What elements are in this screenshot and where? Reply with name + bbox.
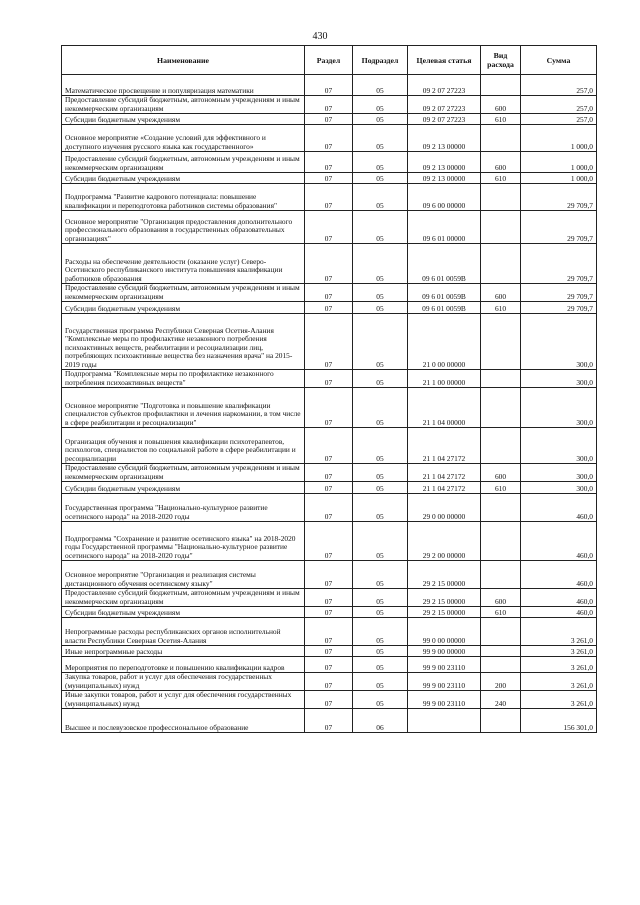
cell-section: 07 bbox=[305, 657, 353, 673]
budget-table bbox=[61, 45, 597, 733]
cell-target: 21 1 00 00000 bbox=[408, 370, 481, 388]
table-row bbox=[62, 428, 597, 464]
cell-type bbox=[481, 388, 521, 428]
cell-target: 99 9 00 23110 bbox=[408, 673, 481, 691]
cell-section: 07 bbox=[305, 96, 353, 114]
cell-subsection: 05 bbox=[353, 96, 408, 114]
cell-subsection: 05 bbox=[353, 657, 408, 673]
cell-name: Иные непрограммные расходы bbox=[62, 646, 305, 657]
cell-section: 07 bbox=[305, 607, 353, 618]
cell-name: Мероприятия по переподготовке и повышению квалификации кадров bbox=[62, 657, 305, 673]
cell-name: Основное мероприятие "Организация предоставления дополнительного профессионального образования в государственных образовательных организациях" bbox=[62, 211, 305, 244]
table-row bbox=[62, 152, 597, 173]
table-row bbox=[62, 184, 597, 211]
cell-target: 29 2 15 00000 bbox=[408, 589, 481, 607]
header-expense-type: Вид расхода bbox=[481, 46, 521, 75]
table-row bbox=[62, 96, 597, 114]
cell-amount: 300,0 bbox=[521, 482, 597, 494]
cell-type: 610 bbox=[481, 482, 521, 494]
table-body bbox=[62, 75, 597, 733]
table-row bbox=[62, 370, 597, 388]
cell-subsection: 05 bbox=[353, 561, 408, 589]
cell-type bbox=[481, 561, 521, 589]
cell-name: Подпрограмма "Сохранение и развитие осетинского языка" на 2018-2020 годы Государственной программы "Национально-культурное развитие осетинского народа" на 2018-2020 годы" bbox=[62, 522, 305, 561]
cell-section: 07 bbox=[305, 428, 353, 464]
cell-target: 09 6 01 0059В bbox=[408, 284, 481, 302]
cell-subsection: 05 bbox=[353, 464, 408, 482]
cell-type bbox=[481, 244, 521, 284]
cell-subsection: 05 bbox=[353, 494, 408, 522]
cell-name: Высшее и послевузовское профессиональное образование bbox=[62, 709, 305, 733]
table-row bbox=[62, 494, 597, 522]
cell-subsection: 05 bbox=[353, 589, 408, 607]
cell-type bbox=[481, 211, 521, 244]
cell-section: 07 bbox=[305, 709, 353, 733]
cell-amount: 29 709,7 bbox=[521, 302, 597, 314]
cell-target: 99 0 00 00000 bbox=[408, 618, 481, 646]
cell-subsection: 05 bbox=[353, 302, 408, 314]
cell-section: 07 bbox=[305, 522, 353, 561]
cell-name: Подпрограмма "Комплексные меры по профилактике незаконного потребления психоактивных веществ" bbox=[62, 370, 305, 388]
cell-amount: 300,0 bbox=[521, 370, 597, 388]
cell-type: 610 bbox=[481, 173, 521, 184]
cell-subsection: 05 bbox=[353, 173, 408, 184]
table-row bbox=[62, 464, 597, 482]
cell-subsection: 05 bbox=[353, 114, 408, 125]
cell-type: 600 bbox=[481, 152, 521, 173]
cell-subsection: 05 bbox=[353, 152, 408, 173]
cell-amount: 1 000,0 bbox=[521, 152, 597, 173]
table-row bbox=[62, 646, 597, 657]
cell-type bbox=[481, 125, 521, 152]
cell-target: 09 2 13 00000 bbox=[408, 173, 481, 184]
cell-target bbox=[408, 709, 481, 733]
cell-amount: 29 709,7 bbox=[521, 244, 597, 284]
header-target: Целевая статья bbox=[408, 46, 481, 75]
cell-target: 09 2 13 00000 bbox=[408, 125, 481, 152]
cell-section: 07 bbox=[305, 561, 353, 589]
cell-section: 07 bbox=[305, 494, 353, 522]
table-row bbox=[62, 709, 597, 733]
cell-amount: 3 261,0 bbox=[521, 673, 597, 691]
table-row bbox=[62, 244, 597, 284]
cell-section: 07 bbox=[305, 211, 353, 244]
cell-section: 07 bbox=[305, 173, 353, 184]
cell-amount: 460,0 bbox=[521, 607, 597, 618]
cell-target: 09 2 07 27223 bbox=[408, 96, 481, 114]
cell-subsection: 05 bbox=[353, 184, 408, 211]
cell-subsection: 05 bbox=[353, 428, 408, 464]
cell-subsection: 05 bbox=[353, 646, 408, 657]
cell-target: 29 2 15 00000 bbox=[408, 607, 481, 618]
cell-type bbox=[481, 494, 521, 522]
cell-section: 07 bbox=[305, 618, 353, 646]
cell-amount: 300,0 bbox=[521, 388, 597, 428]
cell-type: 610 bbox=[481, 607, 521, 618]
cell-section: 07 bbox=[305, 646, 353, 657]
cell-type bbox=[481, 184, 521, 211]
cell-type bbox=[481, 709, 521, 733]
cell-target: 29 2 00 00000 bbox=[408, 522, 481, 561]
cell-amount: 460,0 bbox=[521, 589, 597, 607]
cell-name: Субсидии бюджетным учреждениям bbox=[62, 607, 305, 618]
cell-amount: 29 709,7 bbox=[521, 284, 597, 302]
cell-amount: 300,0 bbox=[521, 464, 597, 482]
cell-amount: 3 261,0 bbox=[521, 691, 597, 709]
cell-section: 07 bbox=[305, 388, 353, 428]
cell-name: Организация обучения и повышения квалификации психотерапевтов, психологов, специалистов по социальной работе в сфере реабилитации и ресоциализации bbox=[62, 428, 305, 464]
cell-amount: 257,0 bbox=[521, 114, 597, 125]
cell-target: 09 2 13 00000 bbox=[408, 152, 481, 173]
cell-name: Субсидии бюджетным учреждениям bbox=[62, 302, 305, 314]
cell-type bbox=[481, 370, 521, 388]
table-header-row bbox=[62, 46, 597, 75]
table-row bbox=[62, 673, 597, 691]
cell-type: 600 bbox=[481, 589, 521, 607]
cell-type bbox=[481, 618, 521, 646]
cell-type: 600 bbox=[481, 464, 521, 482]
cell-name: Математическое просвещение и популяризация математики bbox=[62, 75, 305, 96]
cell-name: Предоставление субсидий бюджетным, автономным учреждениям и иным некоммерческим организациям bbox=[62, 589, 305, 607]
cell-name: Расходы на обеспечение деятельности (оказание услуг) Северо-Осетинского республиканского института повышения квалификации работников образования bbox=[62, 244, 305, 284]
cell-target: 21 1 04 27172 bbox=[408, 428, 481, 464]
cell-section: 07 bbox=[305, 75, 353, 96]
cell-subsection: 05 bbox=[353, 673, 408, 691]
table-row bbox=[62, 561, 597, 589]
cell-type: 200 bbox=[481, 673, 521, 691]
cell-type: 600 bbox=[481, 96, 521, 114]
cell-name: Основное мероприятие «Создание условий для эффективного и доступного изучения русского языка как государственного» bbox=[62, 125, 305, 152]
cell-section: 07 bbox=[305, 482, 353, 494]
cell-target: 21 0 00 00000 bbox=[408, 314, 481, 370]
cell-section: 07 bbox=[305, 114, 353, 125]
cell-subsection: 05 bbox=[353, 388, 408, 428]
cell-type: 600 bbox=[481, 284, 521, 302]
table-row bbox=[62, 125, 597, 152]
cell-amount: 1 000,0 bbox=[521, 173, 597, 184]
cell-subsection: 05 bbox=[353, 75, 408, 96]
table-row bbox=[62, 618, 597, 646]
cell-section: 07 bbox=[305, 370, 353, 388]
cell-subsection: 06 bbox=[353, 709, 408, 733]
cell-name: Основное мероприятие "Подготовка и повышение квалификации специалистов субъектов профилактики и лечения наркомании, в том числе в сфере реабилитации и ресоциализации" bbox=[62, 388, 305, 428]
cell-subsection: 05 bbox=[353, 618, 408, 646]
table-row bbox=[62, 482, 597, 494]
cell-type bbox=[481, 314, 521, 370]
cell-subsection: 05 bbox=[353, 607, 408, 618]
cell-section: 07 bbox=[305, 184, 353, 211]
cell-type bbox=[481, 657, 521, 673]
cell-name: Подпрограмма "Развитие кадрового потенциала: повышение квалификации и переподготовка работников системы образования" bbox=[62, 184, 305, 211]
header-subsection: Подраздел bbox=[353, 46, 408, 75]
cell-name: Предоставление субсидий бюджетным, автономным учреждениям и иным некоммерческим организациям bbox=[62, 96, 305, 114]
table-row bbox=[62, 388, 597, 428]
cell-subsection: 05 bbox=[353, 482, 408, 494]
cell-amount: 300,0 bbox=[521, 428, 597, 464]
header-amount: Сумма bbox=[521, 46, 597, 75]
cell-target: 21 1 04 27172 bbox=[408, 464, 481, 482]
cell-section: 07 bbox=[305, 314, 353, 370]
cell-target: 09 6 01 0059В bbox=[408, 302, 481, 314]
cell-name: Государственная программа Республики Северная Осетия-Алания "Комплексные меры по профилактике незаконного потребления психоактивных веществ, реабилитации и ресоциализации лиц, потребляющих психоактивные вещества без назначения врача" на 2015-2019 годы bbox=[62, 314, 305, 370]
header-name: Наименование bbox=[62, 46, 305, 75]
cell-target: 99 9 00 23110 bbox=[408, 691, 481, 709]
cell-section: 07 bbox=[305, 673, 353, 691]
cell-target: 09 6 01 0059В bbox=[408, 244, 481, 284]
cell-target: 99 9 00 00000 bbox=[408, 646, 481, 657]
cell-target: 99 9 00 23110 bbox=[408, 657, 481, 673]
cell-amount: 156 301,0 bbox=[521, 709, 597, 733]
cell-type: 240 bbox=[481, 691, 521, 709]
cell-amount: 257,0 bbox=[521, 75, 597, 96]
cell-type bbox=[481, 75, 521, 96]
cell-section: 07 bbox=[305, 691, 353, 709]
table-row bbox=[62, 522, 597, 561]
cell-section: 07 bbox=[305, 589, 353, 607]
cell-type: 610 bbox=[481, 114, 521, 125]
cell-target: 21 1 04 27172 bbox=[408, 482, 481, 494]
cell-target: 09 2 07 27223 bbox=[408, 75, 481, 96]
cell-subsection: 05 bbox=[353, 244, 408, 284]
cell-subsection: 05 bbox=[353, 125, 408, 152]
cell-target: 09 2 07 27223 bbox=[408, 114, 481, 125]
cell-target: 29 2 15 00000 bbox=[408, 561, 481, 589]
cell-subsection: 05 bbox=[353, 314, 408, 370]
cell-target: 09 6 00 00000 bbox=[408, 184, 481, 211]
cell-name: Основное мероприятие "Организация и реализация системы дистанционного обучения осетинскому языку" bbox=[62, 561, 305, 589]
cell-subsection: 05 bbox=[353, 691, 408, 709]
cell-amount: 29 709,7 bbox=[521, 211, 597, 244]
table-row bbox=[62, 657, 597, 673]
cell-amount: 3 261,0 bbox=[521, 646, 597, 657]
table-row bbox=[62, 75, 597, 96]
cell-subsection: 05 bbox=[353, 522, 408, 561]
cell-type: 610 bbox=[481, 302, 521, 314]
table-row bbox=[62, 284, 597, 302]
table-row bbox=[62, 589, 597, 607]
table-row bbox=[62, 314, 597, 370]
cell-amount: 3 261,0 bbox=[521, 657, 597, 673]
cell-name: Предоставление субсидий бюджетным, автономным учреждениям и иным некоммерческим организациям bbox=[62, 464, 305, 482]
table-row bbox=[62, 607, 597, 618]
table-row bbox=[62, 114, 597, 125]
cell-name: Субсидии бюджетным учреждениям bbox=[62, 482, 305, 494]
cell-section: 07 bbox=[305, 244, 353, 284]
cell-target: 21 1 04 00000 bbox=[408, 388, 481, 428]
cell-section: 07 bbox=[305, 125, 353, 152]
cell-type bbox=[481, 646, 521, 657]
cell-name: Субсидии бюджетным учреждениям bbox=[62, 173, 305, 184]
page-number: 430 bbox=[312, 31, 328, 42]
cell-name: Государственная программа "Национально-культурное развитие осетинского народа" на 2018-2020 годы bbox=[62, 494, 305, 522]
table-row bbox=[62, 211, 597, 244]
cell-name: Закупка товаров, работ и услуг для обеспечения государственных (муниципальных) нужд bbox=[62, 673, 305, 691]
header-section: Раздел bbox=[305, 46, 353, 75]
cell-type bbox=[481, 428, 521, 464]
cell-name: Иные закупки товаров, работ и услуг для обеспечения государственных (муниципальных) нужд bbox=[62, 691, 305, 709]
cell-subsection: 05 bbox=[353, 370, 408, 388]
cell-name: Субсидии бюджетным учреждениям bbox=[62, 114, 305, 125]
cell-section: 07 bbox=[305, 464, 353, 482]
cell-section: 07 bbox=[305, 302, 353, 314]
cell-amount: 3 261,0 bbox=[521, 618, 597, 646]
cell-name: Предоставление субсидий бюджетным, автономным учреждениям и иным некоммерческим организациям bbox=[62, 152, 305, 173]
cell-amount: 1 000,0 bbox=[521, 125, 597, 152]
cell-target: 29 0 00 00000 bbox=[408, 494, 481, 522]
cell-amount: 300,0 bbox=[521, 314, 597, 370]
cell-amount: 29 709,7 bbox=[521, 184, 597, 211]
cell-type bbox=[481, 522, 521, 561]
table-row bbox=[62, 173, 597, 184]
cell-name: Предоставление субсидий бюджетным, автономным учреждениям и иным некоммерческим организациям bbox=[62, 284, 305, 302]
cell-section: 07 bbox=[305, 152, 353, 173]
cell-amount: 460,0 bbox=[521, 494, 597, 522]
table-row bbox=[62, 691, 597, 709]
cell-amount: 460,0 bbox=[521, 522, 597, 561]
cell-section: 07 bbox=[305, 284, 353, 302]
cell-target: 09 6 01 00000 bbox=[408, 211, 481, 244]
cell-amount: 257,0 bbox=[521, 96, 597, 114]
cell-subsection: 05 bbox=[353, 284, 408, 302]
table-row bbox=[62, 302, 597, 314]
cell-amount: 460,0 bbox=[521, 561, 597, 589]
cell-subsection: 05 bbox=[353, 211, 408, 244]
cell-name: Непрограммные расходы республиканских органов исполнительной власти Республики Северная Осетия-Алания bbox=[62, 618, 305, 646]
